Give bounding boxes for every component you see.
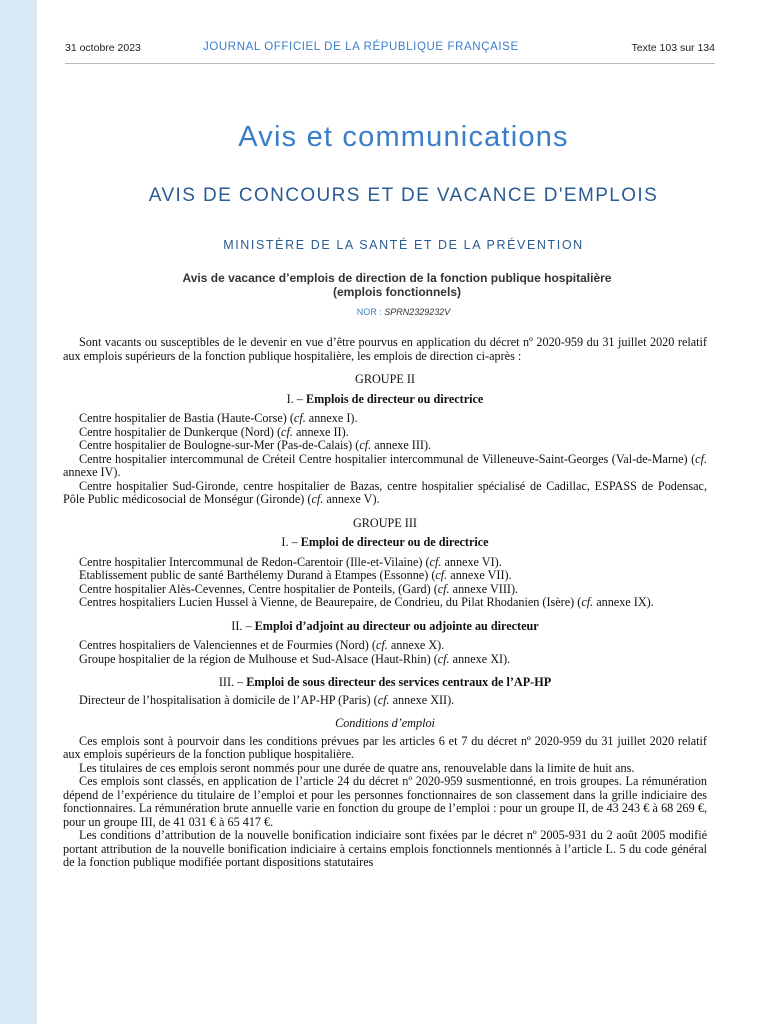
ministry-name: MINISTÈRE DE LA SANTÉ ET DE LA PRÉVENTION	[223, 238, 584, 252]
list-item: Groupe hospitalier de la région de Mulhouse et Sud-Alsace (Haut-Rhin) (cf. annexe XI).	[79, 651, 511, 666]
notice-title-line2: (emplois fonctionnels)	[332, 285, 461, 299]
groupe3-s2-heading: II. – Emploi d’adjoint au directeur ou adjointe au directeur	[231, 618, 539, 633]
list-item: Directeur de l’hospitalisation à domicile de l’AP-HP (Paris) (cf. annexe XII).	[79, 692, 455, 707]
list-item: Centre hospitalier Alès-Cevennes, Centre hospitalier de Ponteils, (Gard) (cf. annexe VIII).	[79, 581, 519, 596]
document-page	[37, 0, 770, 1024]
list-item: Centres hospitaliers de Valenciennes et de Fourmies (Nord) (cf. annexe X).	[79, 638, 445, 652]
conditions-text	[63, 735, 707, 870]
header-date: 31 octobre 2023	[65, 42, 141, 54]
conditions-paragraph-1: Ces emplois sont à pourvoir dans les conditions prévues par les articles 6 et 7 du décret nº 2020-959 du 31 juillet 2020 relatif aux emplois supérieurs de la fonction publique hospitalière.	[63, 733, 707, 761]
list-item: Centres hospitaliers Lucien Hussel à Vienne, de Beaurepaire, de Condrieu, du Pilat Rhodanien (Isère) (cf. annexe IX).	[79, 595, 654, 609]
notice-title	[97, 271, 697, 299]
groupe3-title: GROUPE III	[353, 515, 417, 530]
list-item: Centre hospitalier de Dunkerque (Nord) (cf. annexe II).	[79, 424, 349, 439]
left-margin-band	[0, 0, 37, 1024]
groupe3-s3-heading: III. – Emploi de sous directeur des services centraux de l’AP-HP	[218, 675, 552, 689]
groupe2-subheading	[63, 393, 707, 407]
header-text-number: Texte 103 sur 134	[631, 42, 715, 54]
section-title: Avis et communications	[238, 121, 569, 153]
page-header	[65, 42, 715, 58]
groupe3-s1-heading: I. – Emploi de directeur ou de directrice	[281, 535, 489, 549]
groupe3-s2-list	[63, 639, 707, 666]
nor-reference	[37, 307, 770, 317]
header-journal-title: JOURNAL OFFICIEL DE LA RÉPUBLIQUE FRANÇAISE	[203, 41, 519, 53]
document-body	[63, 336, 707, 870]
notice-title-line1: Avis de vacance d’emplois de direction de la fonction publique hospitalière	[182, 271, 612, 285]
groupe2-title: GROUPE II	[355, 372, 415, 386]
groupe2-sub-prefix: I. –	[286, 391, 303, 406]
conditions-paragraph-3: Ces emplois sont classés, en application de l’article 24 du décret nº 2020-959 susmentionné, en trois groupes. La rémunération dépend de l’expérience du titulaire de l’emploi et pour les personnes fonctionnaires de son classement dans la grille indiciaire des fonctionnaires. La rémunération brute annuelle varie en fonction du groupe de l’emploi : pour un groupe II, de 43 243 € à 68 269 €, pour un groupe III, de 41 031 € à 65 417 €.	[63, 774, 707, 829]
list-item: Etablissement public de santé Barthélemy Durand à Etampes (Essonne) (cf. annexe VII).	[79, 568, 512, 582]
list-item: Centre hospitalier de Bastia (Haute-Corse) (cf. annexe I).	[79, 411, 358, 425]
groupe2-list	[63, 412, 707, 507]
groupe3-s1-list	[63, 556, 707, 610]
header-divider	[65, 63, 715, 64]
list-item: Centre hospitalier intercommunal de Créteil Centre hospitalier intercommunal de Villeneuve-Saint-Georges (Val-de-Marne) (cf. annexe IV).	[63, 451, 707, 479]
intro-paragraph: Sont vacants ou susceptibles de le devenir en vue d’être pourvus en application du décret nº 2020-959 du 31 juillet 2020 relatif aux emplois supérieurs de la fonction publique hospitalière, les emplois de direction ci-après :	[63, 335, 707, 363]
section-subtitle: AVIS DE CONCOURS ET DE VACANCE D'EMPLOIS	[148, 185, 659, 206]
conditions-title: Conditions d’emploi	[335, 716, 435, 730]
groupe3-s3-list	[63, 694, 707, 708]
list-item: Centre hospitalier Sud-Gironde, centre hospitalier de Bazas, centre hospitalier spécialisé de Cadillac, ESPASS de Podensac, Pôle Public médicosocial de Monségur (Gironde) (cf. annexe V).	[63, 478, 707, 506]
groupe2-sub-text: Emplois de directeur ou directrice	[305, 391, 484, 406]
nor-label: NOR :	[356, 307, 382, 317]
nor-value: SPRN2329232V	[384, 307, 451, 317]
conditions-paragraph-4: Les conditions d’attribution de la nouvelle bonification indiciaire sont fixées par le décret nº 2005-931 du 2 août 2005 modifié portant attribution de la nouvelle bonification indiciaire à certains emplois fonctionnels mentionnés à l’article L. 5 du code général de la fonction publique modifiée portant dispositions statutaires	[63, 828, 707, 869]
list-item: Centre hospitalier de Boulogne-sur-Mer (Pas-de-Calais) (cf. annexe III).	[79, 438, 432, 452]
conditions-paragraph-2: Les titulaires de ces emplois seront nommés pour une durée de quatre ans, renouvelable dans la limite de huit ans.	[79, 760, 635, 775]
list-item: Centre hospitalier Intercommunal de Redon-Carentoir (Ille-et-Vilaine) (cf. annexe VI).	[79, 554, 502, 569]
